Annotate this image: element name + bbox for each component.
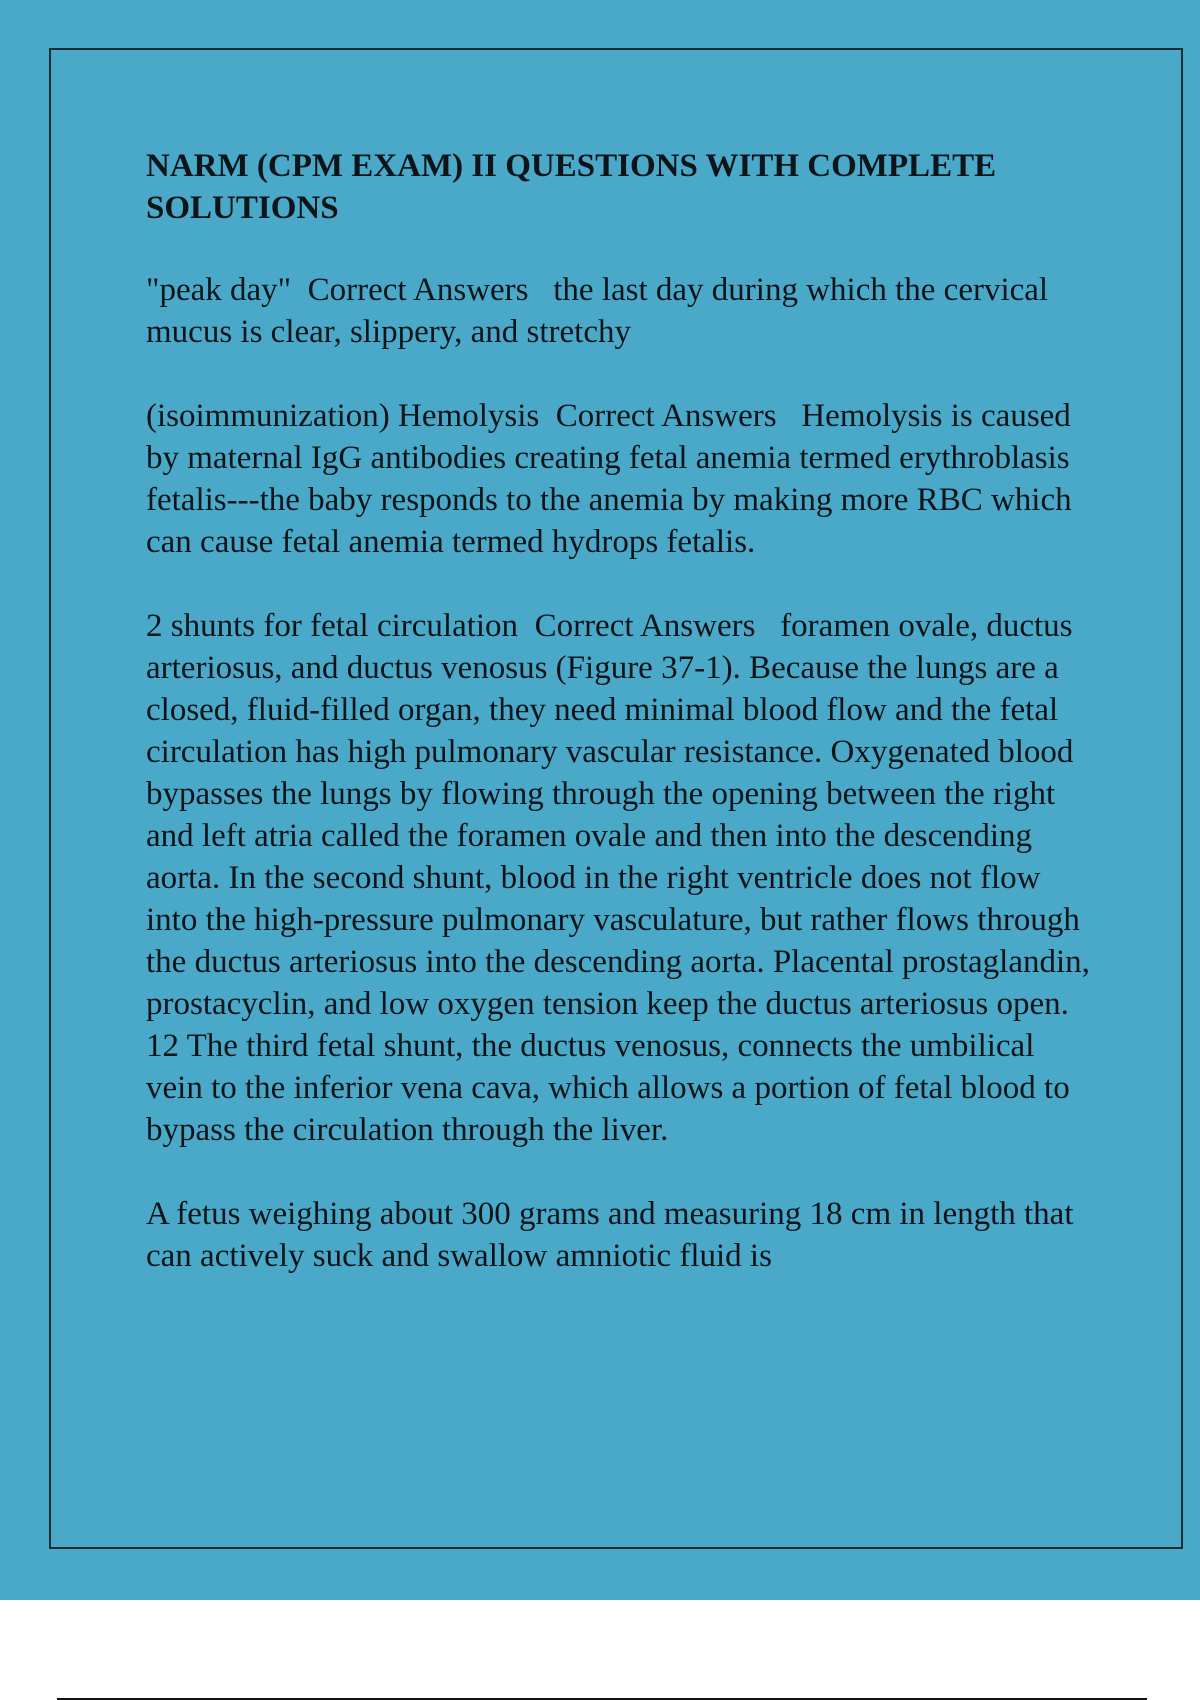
document-content: [146, 145, 1099, 1319]
qa-answer: the last day during which the cervical mucus is clear, slippery, and stretchy: [146, 272, 1057, 350]
qa-separator: Correct Answers: [518, 608, 781, 644]
qa-question: "peak day": [146, 272, 292, 308]
qa-entry: [146, 269, 1096, 353]
qa-entry: [146, 1193, 1096, 1277]
qa-separator: Correct Answers: [539, 398, 802, 434]
qa-question: (isoimmunization) Hemolysis: [146, 398, 540, 434]
qa-answer: Hemolysis is caused by maternal IgG antibodies creating fetal anemia termed erythroblasis fetalis---the baby responds to the anemia by making more RBC which can cause fetal anemia termed hydrops fetalis.: [146, 398, 1080, 560]
qa-answer: foramen ovale, ductus arteriosus, and ductus venosus (Figure 37-1). Because the lungs are a closed, fluid-filled organ, they need minimal blood flow and the fetal circulation has high pulmonary vascular resistance. Oxygenated blood bypasses the lungs by flowing through the opening between the right and left atria called the foramen ovale and then into the descending aorta. In the second shunt, blood in the right ventricle does not flow into the high-pressure pulmonary vasculature, but rather flows through the ductus arteriosus into the descending aorta. Placental prostaglandin, prostacyclin, and low oxygen tension keep the ductus arteriosus open. 12 The third fetal shunt, the ductus venosus, connects the umbilical vein to the inferior vena cava, which allows a portion of fetal blood to bypass the circulation through the liver.: [146, 608, 1099, 1148]
qa-entry: [146, 395, 1096, 563]
qa-question: A fetus weighing about 300 grams and measuring 18 cm in length that can actively suck and swallow amniotic fluid is: [146, 1196, 1082, 1274]
qa-separator: Correct Answers: [291, 272, 554, 308]
document-title: NARM (CPM EXAM) II QUESTIONS WITH COMPLETE SOLUTIONS: [146, 148, 997, 226]
qa-question: 2 shunts for fetal circulation: [146, 608, 519, 644]
qa-entry: [146, 605, 1099, 1151]
